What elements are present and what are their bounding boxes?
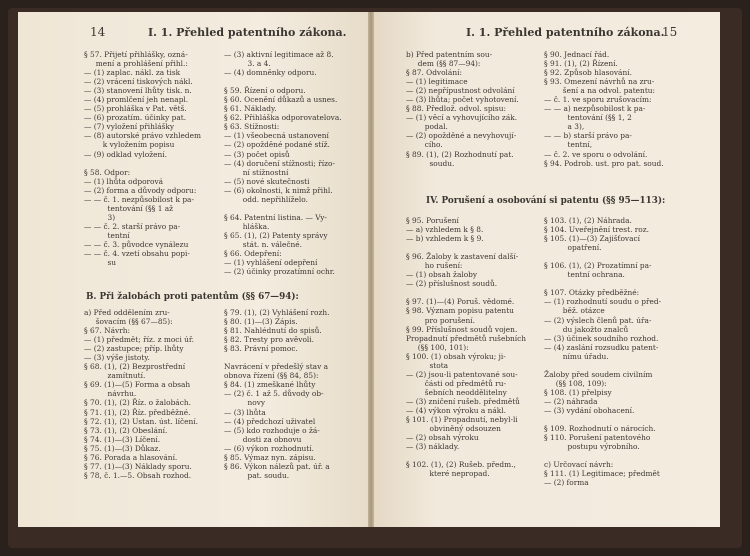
text-line: postupu výrobního.: [544, 442, 640, 452]
text-line: [224, 204, 342, 213]
text-line: — (1) obsah žaloby: [406, 270, 478, 280]
text-line: — (1) předmět; říz. z moci úř.: [84, 335, 194, 345]
text-line: § 66. Odepření:: [224, 249, 282, 259]
text-line: § 102. (1), (2) Rušeb. předm.,: [406, 460, 516, 470]
text-line: — — b) starší právo pa-: [544, 131, 632, 141]
text-line: — (2) zastupce; příp. lhůty: [84, 344, 184, 354]
text-line: § 110. Porušení patentového: [544, 433, 651, 443]
text-line: a 3),: [544, 122, 585, 132]
text-line: § 65. (1), (2) Patenty správy: [224, 230, 328, 240]
text-line: pro porušení.: [406, 315, 475, 325]
text-line: § 67. Návrh:: [84, 326, 130, 336]
text-line: šebních neoddělitelny: [406, 387, 507, 397]
right-page-number: 15: [662, 25, 678, 39]
text-line: § 103. (1), (2) Náhrada.: [544, 216, 632, 225]
text-line: [224, 353, 330, 362]
text-line: § 109. Rozhodnutí o nárocích.: [544, 424, 656, 434]
text-line: (§§ 108, 109):: [544, 378, 607, 388]
text-line: — (5) prohláška v Pat. větš.: [84, 104, 187, 114]
text-line: § 72. (1), (2) Ustan. úst. líčení.: [84, 416, 198, 426]
text-line: § 57. Přijetí přihlášky, ozná-: [84, 50, 188, 59]
text-line: — (2) nepřípustnost odvolání: [406, 86, 515, 96]
text-line: — (1) lhůta odporová: [84, 176, 164, 186]
text-line: — (1) legitimace: [406, 77, 468, 87]
text-line: k vyložením popisu: [84, 140, 175, 150]
text-line: — (3) stanovení lhůty tisk. n.: [84, 86, 192, 96]
text-line: § 88. Předlož. odvol. spisu:: [406, 104, 506, 114]
text-line: § 104. Uveřejnění trest. roz.: [544, 225, 649, 235]
text-line: — (4) předchozí uživatel: [224, 416, 316, 426]
text-line: § 85. Výmaz nyn. zápisu.: [224, 452, 316, 462]
text-line: § 78, č. 1.—5. Obsah rozhod.: [84, 470, 192, 480]
text-line: § 62. Přihláška odporovatelova.: [224, 113, 342, 123]
text-line: 3. a 4.: [224, 59, 271, 69]
text-line: podal.: [406, 122, 448, 132]
text-line: — (1) vyhlášení odepření: [224, 258, 318, 268]
text-line: cího.: [406, 140, 443, 150]
text-line: pat. soudu.: [224, 470, 290, 480]
text-line: § 59. Řízení o odporu.: [224, 86, 306, 96]
text-line: § 95. Porušení: [406, 216, 459, 225]
text-line: 3): [84, 212, 116, 222]
text-line: — b) vzhledem k § 9.: [406, 234, 484, 244]
text-line: § 111. (1) Legitimace; předmět: [544, 469, 660, 479]
text-line: — (2) náhrada: [544, 396, 598, 406]
text-line: — (2) výslech členů pat. úřa-: [544, 315, 652, 325]
text-line: které nepropad.: [406, 469, 490, 479]
text-line: [84, 159, 201, 168]
text-line: [406, 451, 526, 460]
text-line: [544, 415, 661, 424]
text-line: § 83. Právní pomoc.: [224, 344, 298, 354]
text-line: [544, 279, 661, 288]
text-line: — (1) rozhodnutí soudu o před-: [544, 297, 662, 307]
text-line: — (2) vrácení tiskových nákl.: [84, 77, 193, 87]
left-page-title: I. 1. Přehled patentního zákona.: [148, 26, 347, 39]
text-line: § 94. Podrob. ust. pro pat. soud.: [544, 158, 664, 168]
text-line: — — č. 1. nezpůsobilost k pa-: [84, 194, 194, 204]
text-line: obnova řízení (§§ 84, 85):: [224, 371, 319, 381]
text-line: du jakožto znalců: [544, 324, 629, 334]
text-line: stota: [406, 360, 449, 370]
text-line: — (3) lhůta; počet vyhotovení.: [406, 95, 519, 105]
text-line: nímu úřadu.: [544, 351, 609, 361]
text-line: Propadnutí předmětů rušebních: [406, 333, 527, 343]
text-line: [544, 451, 661, 460]
text-line: § 71. (1), (2) Říz. předběžné.: [84, 407, 191, 417]
text-line: § 92. Způsob hlasování.: [544, 68, 632, 78]
left-section-b-heading: B. Při žalobách proti patentům (§§ 67—94):: [86, 292, 299, 302]
text-line: soudu.: [406, 158, 455, 168]
text-line: šovacím (§§ 67—85):: [84, 317, 173, 327]
text-line: § 61. Náklady.: [224, 104, 277, 114]
text-line: — (2) příslušnost soudů.: [406, 279, 498, 289]
text-line: — (6) prozatím. účinky pat.: [84, 113, 187, 123]
text-line: § 82. Tresty pro avěvoli.: [224, 335, 314, 345]
text-line: c) Určovací návrh:: [544, 460, 614, 470]
text-line: § 101. (1) Propadnutí, nebyl-li: [406, 415, 518, 425]
text-line: — (2) forma a důvody odporu:: [84, 185, 197, 195]
text-line: — — č. 4. vzetí obsahu popi-: [84, 249, 190, 259]
text-line: — (2) forma: [544, 478, 589, 488]
text-line: běž. otázce: [544, 306, 605, 316]
left-col-3: [84, 308, 198, 480]
right-page: [374, 12, 720, 527]
text-line: — (2) opožděné podané stíž.: [224, 140, 330, 150]
text-line: § 106. (1), (2) Prozatímní pa-: [544, 261, 652, 271]
text-line: mení a prohlášení přihl.:: [84, 59, 188, 69]
text-line: — (2) účinky prozatímní ochr.: [224, 267, 335, 277]
text-line: § 108. (1) přelpisy: [544, 387, 612, 397]
text-line: tentní ochrana.: [544, 270, 625, 280]
text-line: — (2) č. 1 až 5. důvody ob-: [224, 389, 324, 399]
text-line: — č. 2. ve sporu o odvolání.: [544, 149, 648, 159]
text-line: — (4) zaslání rozsudku patent-: [544, 342, 659, 352]
text-line: § 81. Nahlédnutí do spisů.: [224, 326, 322, 336]
text-line: Navrácení v předešlý stav a: [224, 362, 329, 372]
text-line: — (2) jsou-li patentované sou-: [406, 369, 518, 379]
text-line: — (8) autorské právo vzhledem: [84, 131, 201, 141]
text-line: — (6) výkon rozhodnutí.: [224, 443, 314, 453]
text-line: — (3) výše jistoty.: [84, 353, 150, 363]
text-line: odd. nepřihlíželo.: [224, 194, 308, 204]
text-line: § 77. (1)—(3) Náklady sporu.: [84, 461, 192, 471]
text-line: — (6) okolnosti, k nimž přihl.: [224, 185, 333, 195]
text-line: § 63. Stížnosti:: [224, 122, 280, 132]
text-line: — (1) věcí a vyhovujícího zák.: [406, 113, 518, 123]
text-line: a) Před oddělením zru-: [84, 308, 170, 317]
text-line: — (3) počet opisů: [224, 149, 290, 159]
text-line: návrhu.: [84, 389, 137, 399]
left-col-4: [224, 308, 330, 480]
text-line: (§§ 100, 101):: [406, 342, 469, 352]
text-line: [406, 288, 526, 297]
text-line: § 96. Žaloby k zastavení další-: [406, 252, 519, 262]
text-line: tentování (§§ 1, 2: [544, 113, 632, 123]
text-line: [544, 361, 661, 370]
text-line: § 60. Ocenění důkazů a usnes.: [224, 95, 338, 105]
text-line: tentní,: [544, 140, 593, 150]
text-line: § 105. (1)—(3) Zajišťovací: [544, 234, 641, 244]
text-line: ní stížnostní: [224, 167, 289, 177]
right-page-title: I. 1. Přehled patentního zákona.: [466, 26, 665, 39]
text-line: § 74. (1)—(3) Líčení.: [84, 434, 161, 444]
text-line: [224, 77, 342, 86]
left-page-header: [18, 26, 368, 44]
text-line: — a) vzhledem k § 8.: [406, 225, 484, 235]
text-line: — (2) opožděné a nevyhovují-: [406, 131, 517, 141]
text-line: — (7) vyložení přihlášky: [84, 122, 175, 132]
text-line: § 107. Otázky předběžné:: [544, 288, 640, 298]
text-line: — (3) vydání obohacení.: [544, 405, 635, 415]
right-col-2: [544, 50, 664, 168]
text-line: dosti za obnovu: [224, 434, 302, 444]
text-line: § 73. (1), (2) Obeslání.: [84, 425, 168, 435]
text-line: části od předmětů ru-: [406, 378, 506, 388]
text-line: hláška.: [224, 221, 270, 231]
left-col-1: [84, 50, 201, 267]
text-line: — — č. 2. starší právo pa-: [84, 221, 181, 231]
right-page-header: [374, 26, 720, 44]
text-line: § 76. Porada a hlasování.: [84, 452, 178, 462]
text-line: — (9) odklad vyložení.: [84, 149, 167, 159]
text-line: — (4) promlčení jeh nenapl.: [84, 95, 189, 105]
text-line: § 89. (1), (2) Rozhodnutí pat.: [406, 149, 514, 159]
text-line: § 75. (1)—(3) Důkaz.: [84, 443, 161, 453]
text-line: § 86. Výkon nálezů pat. úř. a: [224, 461, 330, 471]
text-line: — (3) aktivní legitimace až 8.: [224, 50, 334, 59]
text-line: — (4) výkon výroku a nákl.: [406, 405, 506, 415]
text-line: — (3) účinek soudního rozhod.: [544, 333, 659, 343]
text-line: tentování (§§ 1 až: [84, 203, 174, 213]
text-line: novy: [224, 398, 266, 408]
text-line: § 70. (1), (2) Říz. o žalobách.: [84, 398, 191, 408]
text-line: § 90. Jednací řád.: [544, 50, 610, 59]
text-line: — — č. 3. původce vynálezu: [84, 239, 189, 249]
text-line: § 84. (1) zmeškané lhůty: [224, 380, 316, 390]
text-line: § 100. (1) obsah výroku; ji-: [406, 351, 506, 361]
text-line: § 98. Význam popisu patentu: [406, 306, 514, 316]
text-line: § 80. (1)—(3) Zápis.: [224, 317, 298, 327]
left-page-number: 14: [90, 25, 106, 39]
text-line: § 68. (1), (2) Bezprostřední: [84, 362, 186, 372]
text-line: [406, 243, 526, 252]
text-line: § 91. (1), (2) Řízení.: [544, 59, 618, 69]
right-section-iv-heading: IV. Porušení a osobování si patentu (§§ 95—113):: [426, 196, 666, 206]
text-line: — (4) domněnky odporu.: [224, 68, 317, 78]
text-line: § 99. Příslušnost soudů vojen.: [406, 324, 518, 334]
text-line: — (5) kdo rozhoduje o žá-: [224, 425, 320, 435]
left-page: [18, 12, 368, 527]
text-line: — (3) zničení rušeb. předmětů: [406, 396, 520, 406]
text-line: § 79. (1), (2) Vyhlášení rozh.: [224, 308, 330, 317]
text-line: opatření.: [544, 243, 602, 253]
text-line: ho rušení:: [406, 261, 463, 271]
text-line: — (1) zaplac. nákl. za tisk: [84, 68, 181, 78]
right-col-3: [406, 216, 526, 478]
text-line: — (3) lhůta: [224, 407, 266, 417]
text-line: § 93. Omezení návrhů na zru-: [544, 77, 655, 87]
right-col-1: [406, 50, 519, 168]
text-line: b) Před patentním sou-: [406, 50, 493, 59]
text-line: § 97. (1)—(4) Poruš. vědomé.: [406, 297, 515, 307]
text-line: — (3) náklady.: [406, 442, 460, 452]
text-line: — (4) doručení stížnosti; řízo-: [224, 158, 335, 168]
text-line: su: [84, 258, 117, 268]
text-line: § 58. Odpor:: [84, 167, 131, 177]
text-line: Žaloby před soudem civilním: [544, 369, 653, 379]
text-line: § 87. Odvolání:: [406, 68, 462, 78]
text-line: dem (§§ 87—94):: [406, 59, 481, 69]
text-line: tentní: [84, 230, 130, 240]
text-line: — (5) nové skutečnosti: [224, 176, 310, 186]
text-line: — — a) nezpůsobilost k pa-: [544, 104, 646, 114]
text-line: šení a na odvol. patentu:: [544, 86, 656, 96]
text-line: — č. 1. ve sporu zrušovacím:: [544, 95, 652, 105]
text-line: zamítnutí.: [84, 371, 146, 381]
text-line: § 64. Patentní listina. — Vy-: [224, 212, 327, 222]
right-col-4: [544, 216, 661, 487]
text-line: — (2) obsah výroku: [406, 433, 479, 443]
text-line: stát. n. válečné.: [224, 239, 303, 249]
text-line: — (1) všeobecná ustanovení: [224, 131, 329, 141]
text-line: § 69. (1)—(5) Forma a obsah: [84, 380, 191, 390]
text-line: [544, 252, 661, 261]
text-line: obviněný odsouzen: [406, 424, 501, 434]
left-col-2: [224, 50, 342, 276]
